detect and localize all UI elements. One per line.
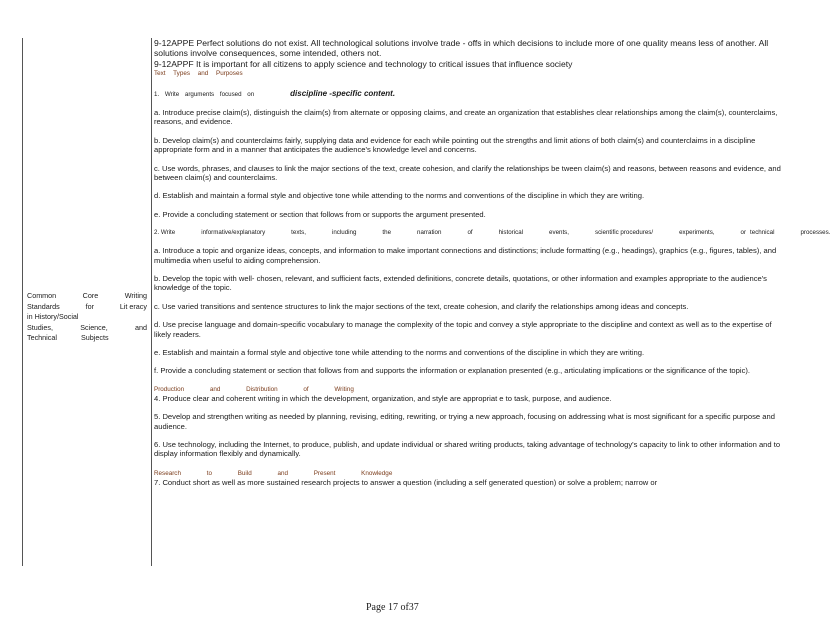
writing-standard-2: 2. Write informative/explanatory texts, including the narration of historical events, scientific procedures/ experiments, or technical processes. [154, 229, 830, 237]
writing-standard-6: 6. Use technology, including the Internet, to produce, publish, and update individual or shared writing products, taking advantage of technology's capacity to link to other information and to display information flexibly and dynamically. [154, 440, 781, 459]
category-line: in History/Social [27, 312, 79, 321]
section-heading-production: Production and Distribution of Writing [154, 385, 354, 393]
table-border-left [22, 38, 23, 566]
category-line: Common Core Writing [27, 291, 147, 300]
standard-1b: b. Develop claim(s) and counterclaims fairly, supplying data and evidence for each while pointing out the strengths and limit ations of both claim(s) and counterclaims in a discipline appropriate form and in a manner that anticipates the audience's knowledge level and concerns. [154, 135, 756, 155]
writing-standard-5: 5. Develop and strengthen writing as needed by planning, revising, editing, rewriting, or trying a new approach, focusing on addressing what is most significant for a specific purpose and audience. [154, 412, 775, 431]
standard-1e: e. Provide a concluding statement or section that follows from or supports the argument presented. [154, 209, 486, 219]
section-heading-text-types: Text Types and Purposes [154, 69, 243, 77]
category-line: Standards for Lit eracy [27, 301, 147, 311]
writing-standard-7: 7. Conduct short as well as more sustained research projects to answer a question (including a self generated question) or solve a problem; narrow or [154, 477, 658, 487]
standard-2f: f. Provide a concluding statement or section that follows from and supports the information or explanation presented (e.g., articulating implications or the significance of the topic). [154, 366, 751, 376]
standard-category-cell [27, 291, 147, 344]
table-column-divider [151, 38, 152, 566]
section-heading-research: Research to Build and Present Knowledge [154, 469, 393, 477]
category-line: Studies, Science, and [27, 322, 147, 332]
standards-content [154, 38, 830, 487]
standard-2b: b. Develop the topic with well- chosen, relevant, and sufficient facts, extended definitions, concrete details, quotations, or other information and examples appropriate to the audience's knowledge of the topic. [154, 273, 767, 293]
category-line: Technical Subjects [27, 333, 109, 342]
writing-standard-1: 1. Write arguments focused on discipline -specific content. [154, 88, 396, 98]
standard-9-12appf: 9-12APPF It is important for all citizens to apply science and technology to critical issues that influence society [154, 58, 573, 69]
standard-2e: e. Establish and maintain a formal style and objective tone while attending to the norms and conventions of the discipline in which they are writing. [154, 347, 645, 357]
writing-standard-4: 4. Produce clear and coherent writing in which the development, organization, and style are appropriat e to task, purpose, and audience. [154, 393, 612, 403]
standard-2a: a. Introduce a topic and organize ideas, concepts, and information to make important connections and distinctions; include formatting (e.g., headings), graphics (e.g., figures, tables), and multimedia when useful to aiding comprehension. [154, 246, 777, 265]
standard-2d: d. Use precise language and domain-specific vocabulary to manage the complexity of the topic and convey a style appropriate to the discipline and context as well as to the expertise of likely readers. [154, 320, 772, 339]
standard-9-12appe: 9-12APPE Perfect solutions do not exist. All technological solutions involve trade - offs in which decisions to include more of one quality means less of another. All solutions involve consequences, some intended, others not. [154, 38, 769, 59]
standard-2c: c. Use varied transitions and sentence structures to link the major sections of the text, create cohesion, and clarify the relationships among ideas and concepts. [154, 301, 689, 311]
standard-1a: a. Introduce precise claim(s), distinguish the claim(s) from alternate or opposing claims, and create an organization that establishes clear relationships among the claim(s), counterclaims, reasons, and evidence. [154, 107, 778, 127]
standard-1d: d. Establish and maintain a formal style and objective tone while attending to the norms and conventions of the discipline in which they are writing. [154, 191, 645, 201]
standard-1c: c. Use words, phrases, and clauses to link the major sections of the text, create cohesion, and clarify the relationships be tween claim(s) and reasons, between reasons and evidence, and between claim(s) and counterclaims. [154, 163, 781, 182]
page-number: 17 [387, 602, 398, 613]
page-footer: Page 17 of37 [366, 602, 419, 613]
page-total: 37 [408, 602, 419, 613]
